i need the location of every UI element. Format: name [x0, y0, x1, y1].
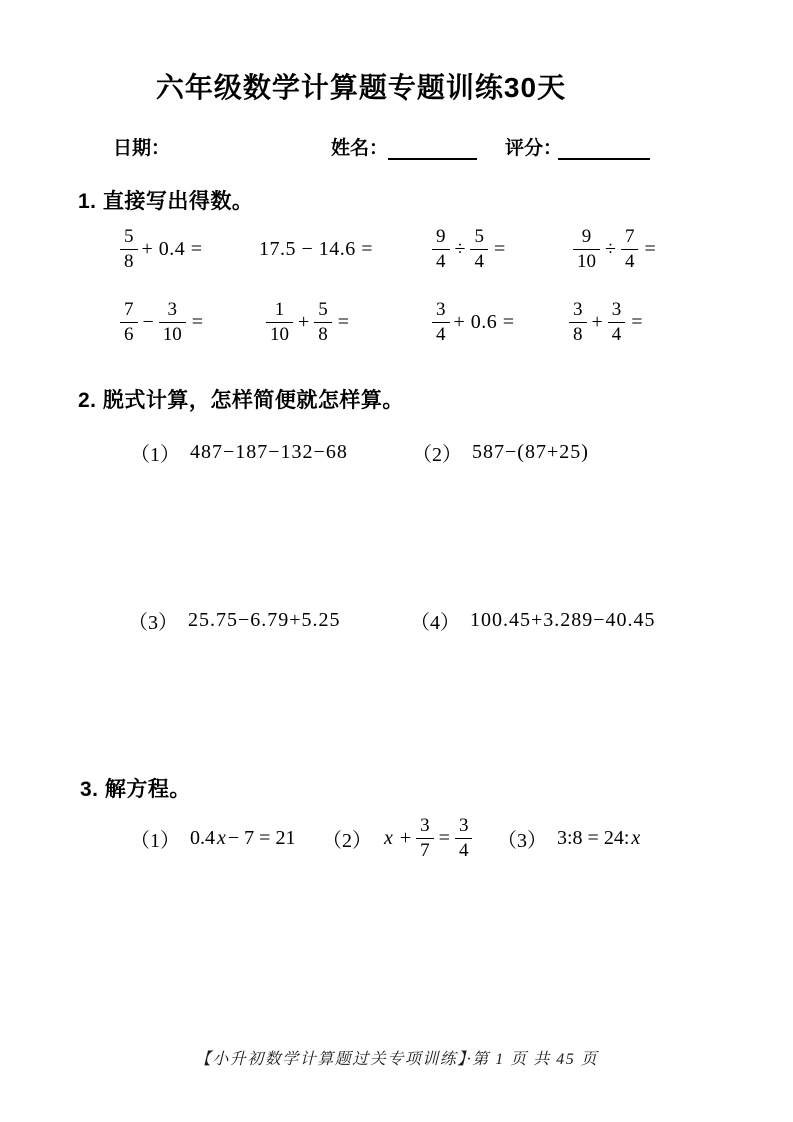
- expression-pre: 3:8 = 24:: [557, 826, 630, 849]
- s1-question-4: [573, 220, 656, 278]
- fraction-numerator: 5: [318, 298, 328, 320]
- fraction-numerator: 3: [458, 814, 469, 836]
- section-2-heading: 2. 脱式计算，怎样简便就怎样算。: [78, 389, 404, 412]
- fraction: [432, 300, 450, 345]
- fraction-denominator: 4: [470, 249, 488, 272]
- fraction-numerator: 5: [124, 225, 134, 247]
- item-number: （1）: [130, 444, 180, 466]
- fraction-numerator: 3: [436, 298, 446, 320]
- fraction-denominator: 10: [573, 249, 600, 272]
- expression: 487−187−132−68: [190, 441, 348, 463]
- fraction-denominator: 4: [432, 249, 450, 272]
- s1-question-7: [432, 293, 515, 351]
- fraction: [120, 227, 138, 272]
- item-number: （4）: [410, 612, 460, 634]
- fraction-numerator: 3: [611, 298, 622, 320]
- item-number: （3）: [497, 829, 547, 852]
- fraction-numerator: 3: [420, 814, 430, 836]
- fraction: [266, 300, 293, 345]
- operator: +: [591, 310, 603, 333]
- s1-question-2: [259, 220, 373, 278]
- section-1-heading: 1. 直接写出得数。: [78, 190, 254, 213]
- fraction: [159, 300, 186, 345]
- operator: ÷: [454, 237, 466, 260]
- date-label: 日期：: [113, 138, 171, 159]
- expression: 100.45+3.289−40.45: [470, 609, 656, 631]
- fraction-numerator: 3: [573, 298, 583, 320]
- s1-question-8: [569, 293, 643, 351]
- s3-item-1: [130, 808, 295, 868]
- expression-post: − 7 = 21: [227, 826, 296, 849]
- s2-item-2: [412, 438, 589, 467]
- fraction-denominator: 10: [159, 322, 186, 345]
- variable-x: x: [631, 826, 641, 849]
- item-number: （2）: [412, 444, 462, 466]
- fraction-denominator: 8: [314, 322, 332, 345]
- variable-x: x: [217, 826, 226, 849]
- fraction-numerator: 9: [581, 225, 592, 247]
- fraction-denominator: 4: [455, 838, 473, 861]
- s1-question-3: [432, 220, 505, 278]
- s1-question-5: [120, 293, 203, 351]
- fraction-numerator: 7: [124, 298, 134, 320]
- operator: ÷: [605, 237, 616, 260]
- fraction-denominator: 8: [120, 249, 138, 272]
- item-number: （2）: [322, 829, 372, 852]
- operator: +: [399, 826, 412, 849]
- expression: 587−(87+25): [472, 441, 589, 463]
- fraction-denominator: 7: [416, 838, 434, 861]
- s1-question-6: [266, 293, 349, 351]
- fraction: [432, 227, 450, 272]
- expression-tail: + 0.4 =: [141, 237, 203, 260]
- equals-sign: =: [631, 310, 643, 333]
- fraction-numerator: 5: [474, 225, 484, 247]
- equals-sign: =: [191, 310, 204, 333]
- fraction: [608, 300, 626, 345]
- operator: −: [142, 310, 154, 333]
- fraction-numerator: 9: [436, 225, 446, 247]
- fraction-numerator: 1: [274, 298, 285, 320]
- fraction-denominator: 10: [266, 322, 293, 345]
- s2-item-4: [410, 606, 656, 635]
- item-number: （3）: [128, 612, 178, 634]
- fraction-denominator: 4: [621, 249, 639, 272]
- equals-sign: =: [438, 826, 450, 849]
- fraction: [120, 300, 138, 345]
- s2-item-3: [128, 606, 341, 635]
- expression: 25.75−6.79+5.25: [188, 609, 341, 631]
- fraction-denominator: 4: [608, 322, 626, 345]
- fraction: [455, 816, 473, 861]
- item-number: （1）: [130, 829, 180, 852]
- s2-item-1: [130, 438, 348, 467]
- fraction-denominator: 4: [432, 322, 450, 345]
- s3-item-3: [497, 808, 642, 868]
- page-title: 六年级数学计算题专题训练30天: [155, 72, 567, 103]
- footer-text: 【小升初数学计算题过关专项训练】·第 1 页 共 45 页: [194, 1051, 599, 1068]
- fraction: [573, 227, 600, 272]
- fraction-denominator: 6: [120, 322, 138, 345]
- equals-sign: =: [493, 237, 506, 260]
- score-fill-line: [558, 158, 650, 160]
- s3-item-2: [322, 808, 472, 868]
- fraction: [569, 300, 587, 345]
- fraction-numerator: 3: [167, 298, 178, 320]
- fraction: [416, 816, 434, 861]
- s1-question-1: [120, 220, 203, 278]
- equals-sign: =: [337, 310, 350, 333]
- fraction: [470, 227, 488, 272]
- name-label: 姓名：: [331, 138, 389, 159]
- equals-sign: =: [644, 237, 656, 260]
- fraction: [314, 300, 332, 345]
- variable-x: x: [384, 826, 393, 849]
- score-label: 评分：: [505, 138, 563, 159]
- fraction: [621, 227, 639, 272]
- expression-pre: 0.4: [190, 826, 215, 849]
- operator: +: [298, 310, 310, 333]
- expression-tail: + 0.6 =: [453, 310, 515, 333]
- expression: 17.5 − 14.6 =: [259, 237, 374, 260]
- name-fill-line: [388, 158, 477, 160]
- fraction-numerator: 7: [624, 225, 635, 247]
- section-3-heading: 3. 解方程。: [80, 778, 191, 801]
- fraction-denominator: 8: [569, 322, 587, 345]
